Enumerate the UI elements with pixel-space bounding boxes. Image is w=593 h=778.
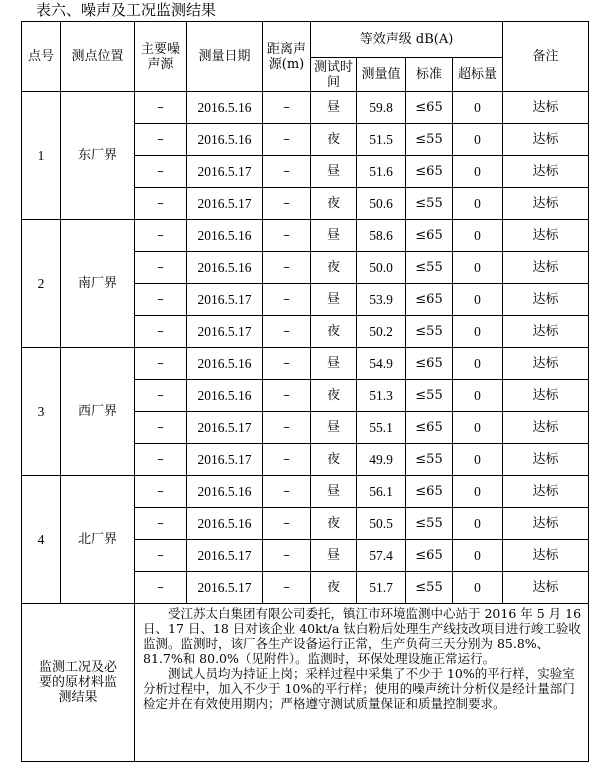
measured-value-cell: 51.3 (357, 380, 406, 412)
remark-cell: 达标 (503, 540, 589, 572)
header-exceed: 超标量 (453, 58, 503, 92)
note-text (135, 604, 589, 762)
time-cell: 夜 (311, 316, 357, 348)
table-row (22, 92, 589, 124)
exceed-cell: 0 (453, 220, 503, 252)
time-cell: 昼 (311, 476, 357, 508)
remark-cell: 达标 (503, 124, 589, 156)
exceed-cell: 0 (453, 252, 503, 284)
source-cell: – (135, 124, 187, 156)
distance-cell: – (263, 252, 311, 284)
time-cell: 昼 (311, 284, 357, 316)
remark-cell: 达标 (503, 348, 589, 380)
measured-value-cell: 51.6 (357, 156, 406, 188)
location-cell: 北厂界 (61, 476, 135, 604)
point-no-cell: 2 (22, 220, 61, 348)
exceed-cell: 0 (453, 284, 503, 316)
standard-cell: ≤55 (406, 572, 453, 604)
time-cell: 夜 (311, 188, 357, 220)
source-cell: – (135, 316, 187, 348)
exceed-cell: 0 (453, 124, 503, 156)
measured-value-cell: 49.9 (357, 444, 406, 476)
distance-cell: – (263, 380, 311, 412)
remark-cell: 达标 (503, 156, 589, 188)
distance-cell: – (263, 476, 311, 508)
source-cell: – (135, 348, 187, 380)
header-location: 测点位置 (61, 22, 135, 92)
exceed-cell: 0 (453, 156, 503, 188)
measured-value-cell: 50.5 (357, 508, 406, 540)
standard-cell: ≤55 (406, 316, 453, 348)
source-cell: – (135, 156, 187, 188)
remark-cell: 达标 (503, 508, 589, 540)
measured-value-cell: 54.9 (357, 348, 406, 380)
time-cell: 昼 (311, 220, 357, 252)
source-cell: – (135, 188, 187, 220)
header-remark: 备注 (503, 22, 589, 92)
distance-cell: – (263, 348, 311, 380)
time-cell: 夜 (311, 124, 357, 156)
distance-cell: – (263, 444, 311, 476)
measured-value-cell: 53.9 (357, 284, 406, 316)
remark-cell: 达标 (503, 92, 589, 124)
measured-value-cell: 58.6 (357, 220, 406, 252)
distance-cell: – (263, 412, 311, 444)
date-cell: 2016.5.16 (187, 476, 263, 508)
standard-cell: ≤55 (406, 380, 453, 412)
source-cell: – (135, 252, 187, 284)
noise-monitoring-table (21, 21, 589, 762)
distance-cell: – (263, 188, 311, 220)
date-cell: 2016.5.17 (187, 156, 263, 188)
exceed-cell: 0 (453, 348, 503, 380)
exceed-cell: 0 (453, 92, 503, 124)
point-no-cell: 4 (22, 476, 61, 604)
exceed-cell: 0 (453, 572, 503, 604)
time-cell: 夜 (311, 444, 357, 476)
remark-cell: 达标 (503, 220, 589, 252)
source-cell: – (135, 540, 187, 572)
distance-cell: – (263, 92, 311, 124)
source-cell: – (135, 380, 187, 412)
date-cell: 2016.5.16 (187, 380, 263, 412)
source-cell: – (135, 92, 187, 124)
remark-cell: 达标 (503, 316, 589, 348)
measured-value-cell: 59.8 (357, 92, 406, 124)
date-cell: 2016.5.16 (187, 220, 263, 252)
standard-cell: ≤65 (406, 540, 453, 572)
date-cell: 2016.5.16 (187, 92, 263, 124)
standard-cell: ≤65 (406, 476, 453, 508)
measured-value-cell: 56.1 (357, 476, 406, 508)
measured-value-cell: 57.4 (357, 540, 406, 572)
source-cell: – (135, 476, 187, 508)
distance-cell: – (263, 220, 311, 252)
remark-cell: 达标 (503, 476, 589, 508)
time-cell: 夜 (311, 380, 357, 412)
table-row (22, 348, 589, 380)
date-cell: 2016.5.17 (187, 412, 263, 444)
standard-cell: ≤55 (406, 252, 453, 284)
time-cell: 昼 (311, 348, 357, 380)
measured-value-cell: 51.5 (357, 124, 406, 156)
standard-cell: ≤65 (406, 92, 453, 124)
distance-cell: – (263, 316, 311, 348)
measured-value-cell: 50.0 (357, 252, 406, 284)
time-cell: 夜 (311, 572, 357, 604)
distance-cell: – (263, 124, 311, 156)
table-row (22, 476, 589, 508)
distance-cell: – (263, 540, 311, 572)
standard-cell: ≤65 (406, 156, 453, 188)
date-cell: 2016.5.17 (187, 188, 263, 220)
table-caption: 表六、噪声及工况监测结果 (36, 1, 217, 19)
header-standard: 标准 (406, 58, 453, 92)
date-cell: 2016.5.16 (187, 348, 263, 380)
date-cell: 2016.5.17 (187, 284, 263, 316)
date-cell: 2016.5.17 (187, 316, 263, 348)
remark-cell: 达标 (503, 572, 589, 604)
distance-cell: – (263, 508, 311, 540)
table-row (22, 220, 589, 252)
note-paragraph-2: 测试人员均为持证上岗；采样过程中采集了不少于 10%的平行样，实验室分析过程中，加入不少于 10%的平行样；使用的噪声统计分析仪是经计量部门检定并在有效使用期内；严格遵守测试质量保证和质量控制要求。 (143, 666, 575, 711)
point-no-cell: 1 (22, 92, 61, 220)
header-distance: 距离声源(m) (263, 22, 311, 92)
distance-cell: – (263, 284, 311, 316)
time-cell: 昼 (311, 156, 357, 188)
header-test-time: 测试时间 (311, 58, 357, 92)
time-cell: 昼 (311, 412, 357, 444)
note-paragraph-1: 受江苏太白集团有限公司委托，镇江市环境监测中心站于 2016 年 5 月 16 日、17 日、18 日对该企业 40kt/a 钛白粉后处理生产线技改项目进行竣工验收监测。监测时，该厂各生产设备运行正常，生产负荷三天分别为 85.8%、81.7%和 80.0%（见附件）。监测时，环保处理设施正常运行。 (143, 606, 582, 666)
remark-cell: 达标 (503, 412, 589, 444)
exceed-cell: 0 (453, 444, 503, 476)
header-main-source: 主要噪声源 (135, 22, 187, 92)
point-no-cell: 3 (22, 348, 61, 476)
table-body (22, 92, 589, 604)
standard-cell: ≤65 (406, 284, 453, 316)
source-cell: – (135, 220, 187, 252)
exceed-cell: 0 (453, 412, 503, 444)
remark-cell: 达标 (503, 252, 589, 284)
measured-value-cell: 50.6 (357, 188, 406, 220)
exceed-cell: 0 (453, 540, 503, 572)
header-point-no: 点号 (22, 22, 61, 92)
remark-cell: 达标 (503, 380, 589, 412)
measured-value-cell: 50.2 (357, 316, 406, 348)
note-label (22, 604, 135, 762)
standard-cell: ≤55 (406, 188, 453, 220)
header-measured-value: 测量值 (357, 58, 406, 92)
remark-cell: 达标 (503, 188, 589, 220)
location-cell: 东厂界 (61, 92, 135, 220)
remark-cell: 达标 (503, 444, 589, 476)
distance-cell: – (263, 572, 311, 604)
exceed-cell: 0 (453, 188, 503, 220)
exceed-cell: 0 (453, 316, 503, 348)
standard-cell: ≤65 (406, 220, 453, 252)
header-date: 测量日期 (187, 22, 263, 92)
time-cell: 昼 (311, 540, 357, 572)
source-cell: – (135, 412, 187, 444)
location-cell: 南厂界 (61, 220, 135, 348)
standard-cell: ≤55 (406, 508, 453, 540)
exceed-cell: 0 (453, 380, 503, 412)
source-cell: – (135, 508, 187, 540)
date-cell: 2016.5.16 (187, 508, 263, 540)
exceed-cell: 0 (453, 508, 503, 540)
source-cell: – (135, 444, 187, 476)
date-cell: 2016.5.17 (187, 572, 263, 604)
source-cell: – (135, 572, 187, 604)
time-cell: 夜 (311, 508, 357, 540)
distance-cell: – (263, 156, 311, 188)
location-cell: 西厂界 (61, 348, 135, 476)
time-cell: 夜 (311, 252, 357, 284)
standard-cell: ≤55 (406, 124, 453, 156)
date-cell: 2016.5.16 (187, 124, 263, 156)
measured-value-cell: 51.7 (357, 572, 406, 604)
date-cell: 2016.5.16 (187, 252, 263, 284)
time-cell: 昼 (311, 92, 357, 124)
standard-cell: ≤55 (406, 444, 453, 476)
standard-cell: ≤65 (406, 412, 453, 444)
standard-cell: ≤65 (406, 348, 453, 380)
measured-value-cell: 55.1 (357, 412, 406, 444)
date-cell: 2016.5.17 (187, 540, 263, 572)
date-cell: 2016.5.17 (187, 444, 263, 476)
exceed-cell: 0 (453, 476, 503, 508)
header-equivalent-level: 等效声级 dB(A) (311, 22, 503, 58)
remark-cell: 达标 (503, 284, 589, 316)
source-cell: – (135, 284, 187, 316)
note-label-text: 监测工况及必要的原材料监测结果 (38, 660, 117, 705)
